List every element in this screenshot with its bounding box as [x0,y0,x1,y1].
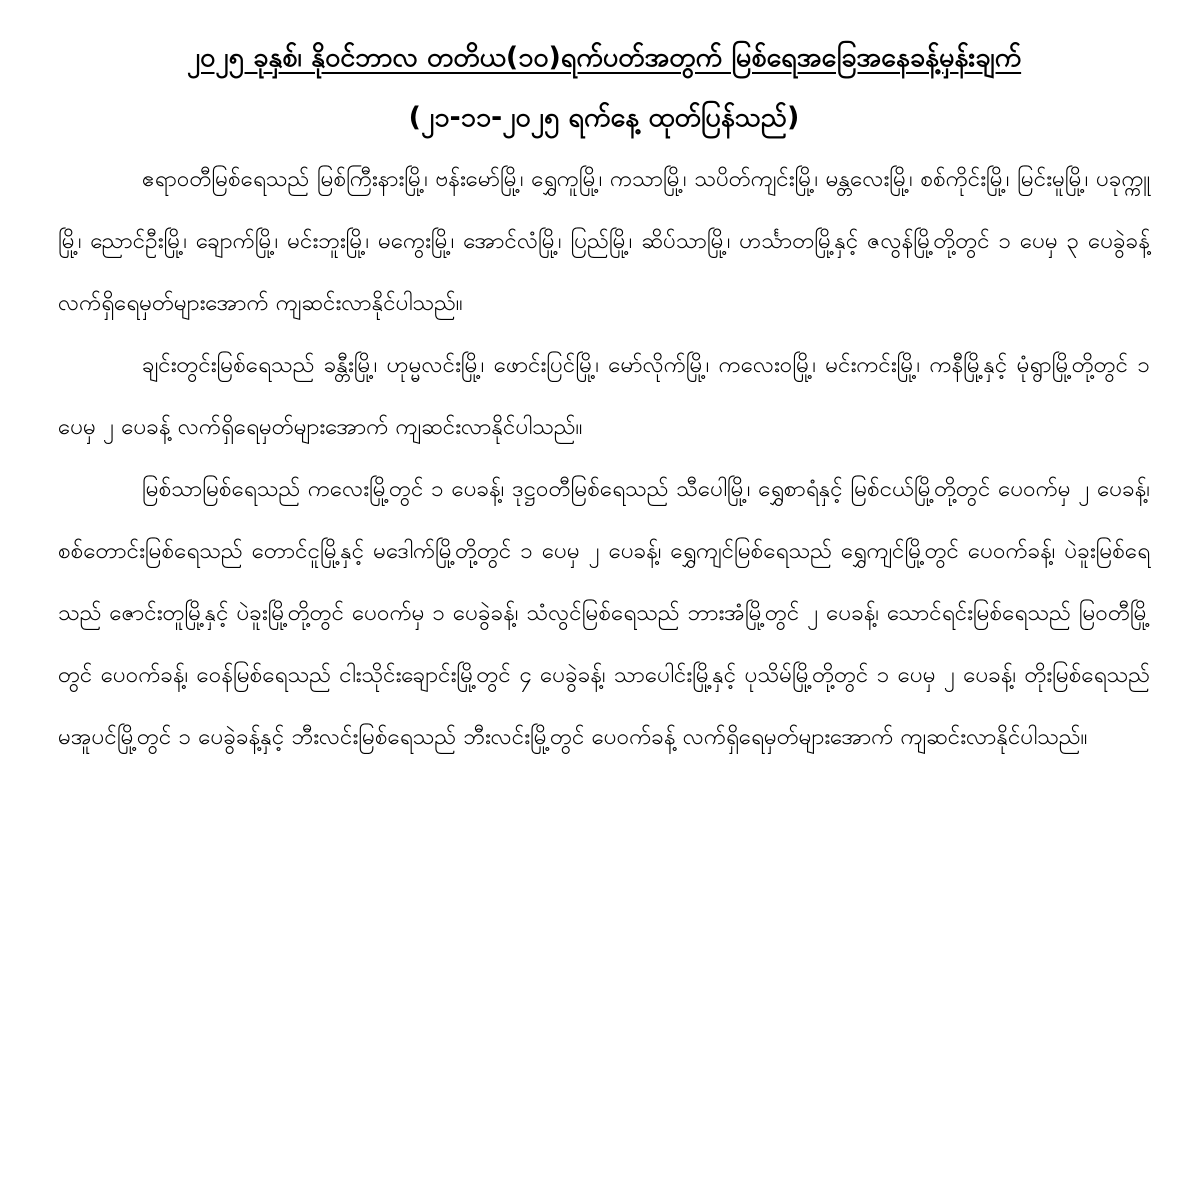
paragraph-other-rivers: မြစ်သာမြစ်ရေသည် ကလေးမြို့တွင် ၁ ပေခန့်၊ ဒုဋ္ဌဝတီမြစ်ရေသည် သီပေါမြို့၊ ရွှေစာရံနှင့် မြစ်ငယ်မြို့တို့တွင် ပေဝက်မှ ၂ ပေခန့်၊ စစ်တောင်းမြစ်ရေသည် တောင်ငူမြို့နှင့် မဒေါက်မြို့တို့တွင် ၁ ပေမှ ၂ ပေခန့်၊ ရွှေကျင်မြစ်ရေသည် ရွှေကျင်မြို့တွင် ပေဝက်ခန့်၊ ပဲခူးမြစ်ရေသည် ဇောင်းတူမြို့နှင့် ပဲခူးမြို့တို့တွင် ပေဝက်မှ ၁ ပေခွဲခန့်၊ သံလွင်မြစ်ရေသည် ဘားအံမြို့တွင် ၂ ပေခန့်၊ သောင်ရင်းမြစ်ရေသည် မြဝတီမြို့တွင် ပေဝက်ခန့်၊ ဝေန်မြစ်ရေသည် ငါးသိုင်းချောင်းမြို့တွင် ၄ ပေခွဲခန့်၊ သာပေါင်းမြို့နှင့် ပုသိမ်မြို့တို့တွင် ၁ ပေမှ ၂ ပေခန့်၊ တိုးမြစ်ရေသည် မအူပင်မြို့တွင် ၁ ပေခွဲခန့်နှင့် ဘီးလင်းမြစ်ရေသည် ဘီးလင်းမြို့တွင် ပေဝက်ခန့် လက်ရှိရေမှတ်များအောက် ကျဆင်းလာနိုင်ပါသည်။ [58,476,1150,750]
paragraph-chindwin: ချင်းတွင်းမြစ်ရေသည် ခန္တီးမြို့၊ ဟုမ္မလင်းမြို့၊ ဖောင်းပြင်မြို့၊ မော်လိုက်မြို့၊ ကလေးဝမြို့၊ မင်းကင်းမြို့၊ ကနီမြို့နှင့် မုံရွာမြို့တို့တွင် ၁ ပေမှ ၂ ပေခန့် လက်ရှိရေမှတ်များအောက် ကျဆင်းလာနိုင်ပါသည်။ [58,352,1150,440]
document-subtitle: (၂၁-၁၁-၂၀၂၅ ရက်နေ့ ထုတ်ပြန်သည်) [408,102,800,133]
paragraph-ayeyarwady: ဧရာဝတီမြစ်ရေသည် မြစ်ကြီးနားမြို့၊ ဗန်းမော်မြို့၊ ရွှေကူမြို့၊ ကသာမြို့၊ သပိတ်ကျင်းမြို့၊ မန္တလေးမြို့၊ စစ်ကိုင်းမြို့၊ မြင်းမူမြို့၊ ပခုက္ကူမြို့၊ ညောင်ဦးမြို့၊ ချောက်မြို့၊ မင်းဘူးမြို့၊ မကွေးမြို့၊ အောင်လံမြို့၊ ပြည်မြို့၊ ဆိပ်သာမြို့၊ ဟင်္သာတမြို့နှင့် ဇလွန်မြို့တို့တွင် ၁ ပေမှ ၃ ပေခွဲခန့် လက်ရှိရေမှတ်များအောက် ကျဆင်းလာနိုင်ပါသည်။ [58,166,1150,316]
document-title: ၂၀၂၅ ခုနှစ်၊ နိုဝင်ဘာလ တတိယ(၁၀)ရက်ပတ်အတွက် မြစ်ရေအခြေအနေခန့်မှန်းချက် [186,42,1022,73]
